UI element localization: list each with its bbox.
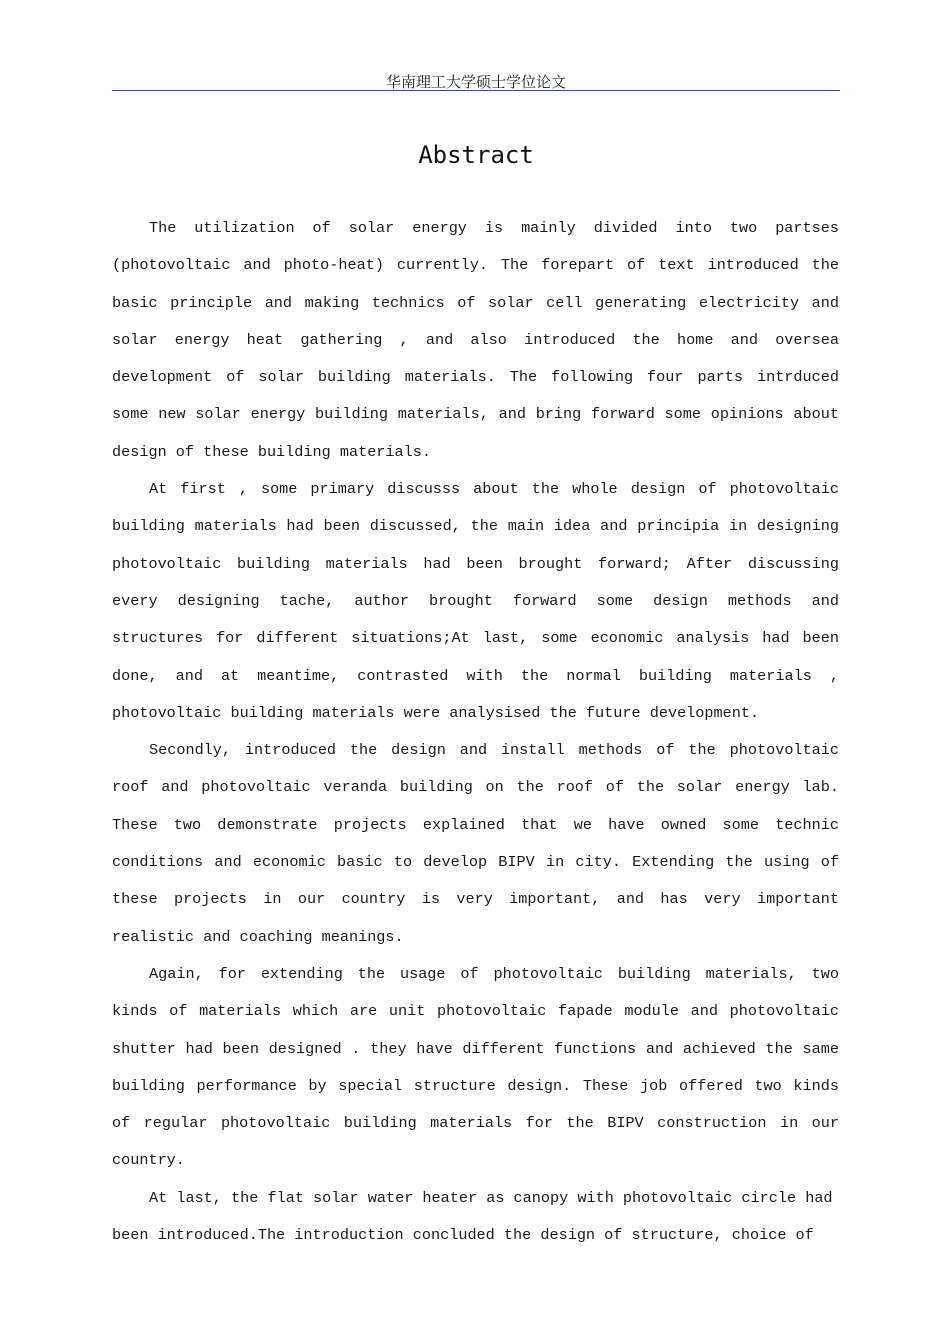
abstract-paragraph-4: Again, for extending the usage of photovoltaic building materials, two kinds of materials which are unit photovoltaic fapade module and photovoltaic shutter had been designed . they have different functions and achieved the same building performance by special structure design. These job offered two kinds of regular photovoltaic building materials for the BIPV construction in our country. (112, 964, 839, 1170)
abstract-paragraph-5: At last, the flat solar water heater as canopy with photovoltaic circle had been introduced.The introduction concluded the design of structure, choice of (112, 1188, 833, 1245)
abstract-paragraph-2: At first , some primary discusss about the whole design of photovoltaic building materials had been discussed, the main idea and principia in designing photovoltaic building materials had been brought forward; After discussing every designing tache, author brought forward some design methods and structures for different situations;At last, some economic analysis had been done, and at meantime, contrasted with the normal building materials , photovoltaic building materials were analysised the future development. (112, 480, 839, 722)
header-rule (112, 90, 840, 91)
abstract-paragraph-3: Secondly, introduced the design and install methods of the photovoltaic roof and photovoltaic veranda building on the roof of the solar energy lab. These two demonstrate projects explained that we have owned some technic conditions and economic basic to develop BIPV in city. Extending the using of these projects in our country is very important, and has very important realistic and coaching meanings. (112, 741, 839, 946)
abstract-title: Abstract (418, 141, 534, 169)
running-header: 华南理工大学硕士学位论文 (385, 73, 566, 91)
abstract-paragraph-1: The utilization of solar energy is mainly divided into two partses (photovoltaic and photo-heat) currently. The forepart of text introduced the basic principle and making technics of solar cell generating electricity and solar energy heat gathering , and also introduced the home and oversea development of solar building materials. The following four parts intrduced some new solar energy building materials, and bring forward some opinions about design of these building materials. (112, 219, 839, 461)
abstract-body (112, 210, 839, 1254)
